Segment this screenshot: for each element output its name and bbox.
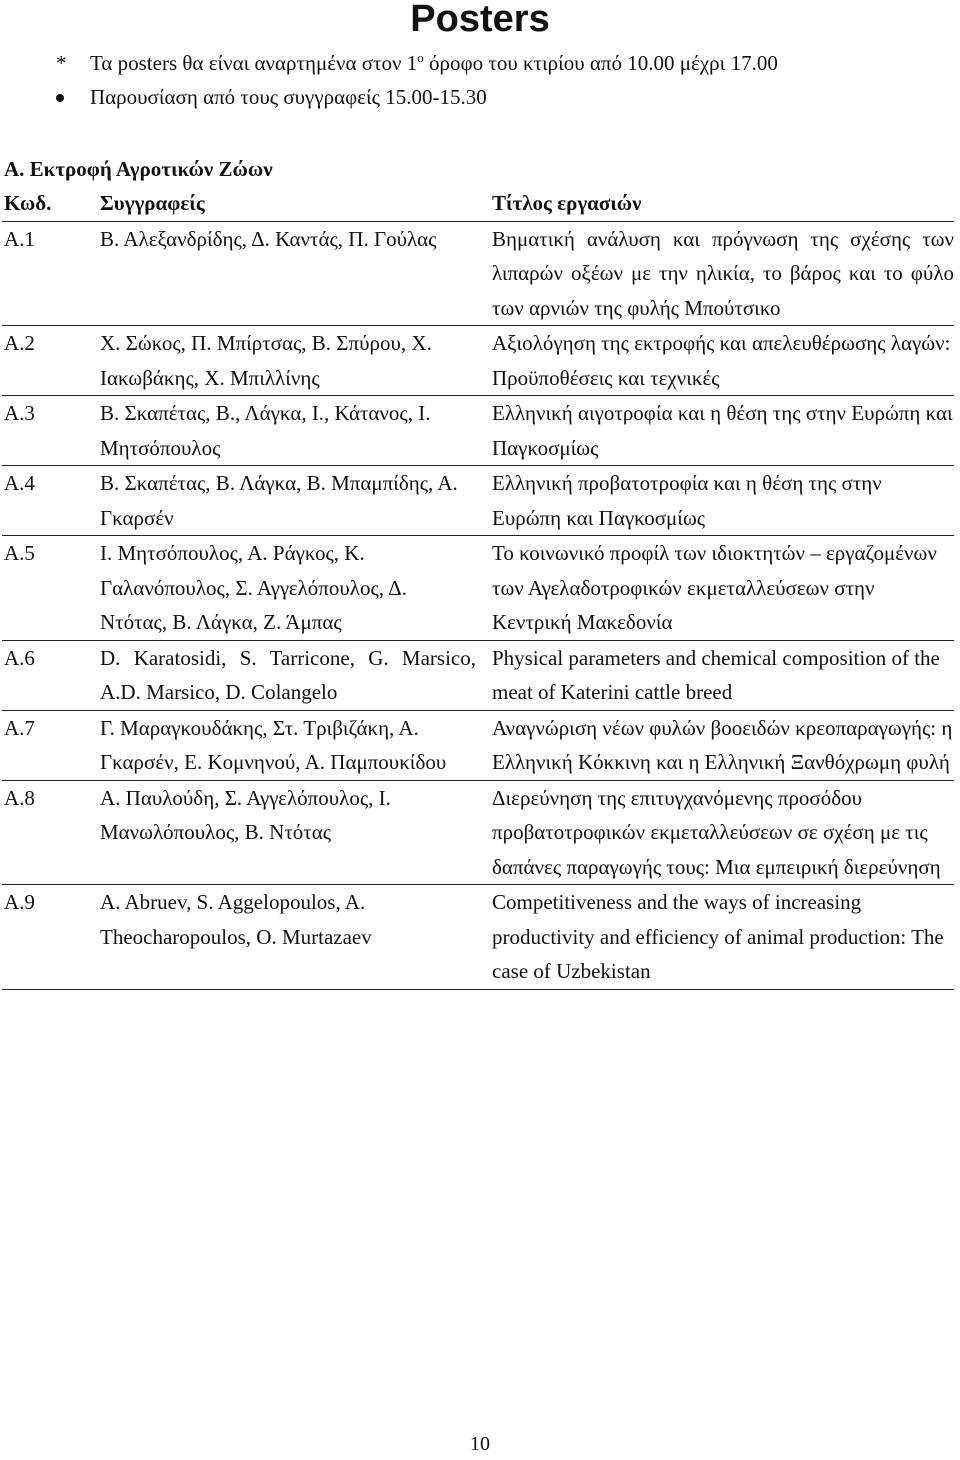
header-authors: Συγγραφείς <box>100 186 486 221</box>
cell-code: Α.6 <box>2 640 100 710</box>
cell-code: Α.7 <box>2 710 100 780</box>
cell-title: Αξιολόγηση της εκτροφής και απελευθέρωσης λαγών: Προϋποθέσεις και τεχνικές <box>486 326 954 396</box>
bullet-item <box>0 46 960 80</box>
table-row <box>2 326 954 396</box>
table-row <box>2 536 954 641</box>
cell-authors: A. Abruev, S. Aggelopoulos, A. Theocharopoulos, O. Murtazaev <box>100 885 486 990</box>
cell-authors: Χ. Σώκος, Π. Μπίρτσας, Β. Σπύρου, Χ. Ιακωβάκης, Χ. Μπιλλίνης <box>100 326 486 396</box>
info-bullets <box>0 46 960 114</box>
cell-title: Physical parameters and chemical composition of the meat of Katerini cattle breed <box>486 640 954 710</box>
cell-code: Α.4 <box>2 466 100 536</box>
superscript: ο <box>417 50 424 65</box>
cell-title: Ελληνική αιγοτροφία και η θέση της στην Ευρώπη και Παγκοσμίως <box>486 396 954 466</box>
table-row <box>2 640 954 710</box>
table-row <box>2 885 954 990</box>
cell-code: Α.1 <box>2 221 100 326</box>
cell-code: Α.8 <box>2 780 100 885</box>
table-row <box>2 780 954 885</box>
cell-code: Α.5 <box>2 536 100 641</box>
page-number: 10 <box>470 1433 490 1455</box>
section-title: Α. Εκτροφή Αγροτικών Ζώων <box>4 157 273 181</box>
cell-title: Το κοινωνικό προφίλ των ιδιοκτητών – εργαζομένων των Αγελαδοτροφικών εκμεταλλεύσεων στην Κεντρική Μακεδονία <box>486 536 954 641</box>
header-code: Κωδ. <box>2 186 100 221</box>
cell-authors: Α. Παυλούδη, Σ. Αγγελόπουλος, Ι. Μανωλόπουλος, Β. Ντότας <box>100 780 486 885</box>
table-row <box>2 221 954 326</box>
cell-authors: Ι. Μητσόπουλος, Α. Ράγκος, Κ. Γαλανόπουλος, Σ. Αγγελόπουλος, Δ. Ντότας, Β. Λάγκα, Ζ. Άμπας <box>100 536 486 641</box>
table-row <box>2 466 954 536</box>
page-title: Posters <box>410 0 550 40</box>
asterisk-mark: * <box>56 51 67 75</box>
cell-title: Βηματική ανάλυση και πρόγνωση της σχέσης των λιπαρών οξέων με την ηλικία, το βάρος και το φύλο των αρνιών της φυλής Μπούτσικο <box>486 221 954 326</box>
bullet-text: Τα posters θα είναι αναρτημένα στον 1 <box>90 51 418 75</box>
bullet-dot-icon <box>56 80 64 114</box>
cell-authors: Β. Σκαπέτας, Β. Λάγκα, Β. Μπαμπίδης, Α. Γκαρσέν <box>100 466 486 536</box>
header-title: Τίτλος εργασιών <box>486 186 954 221</box>
cell-title: Ελληνική προβατοτροφία και η θέση της στην Ευρώπη και Παγκοσμίως <box>486 466 954 536</box>
cell-title: Αναγνώριση νέων φυλών βοοειδών κρεοπαραγωγής: η Ελληνική Κόκκινη και η Ελληνική Ξανθόχρωμη φυλή <box>486 710 954 780</box>
cell-title: Competitiveness and the ways of increasing productivity and efficiency of animal production: The case of Uzbekistan <box>486 885 954 990</box>
cell-authors: D. Karatosidi, S. Tarricone, G. Marsico, A.D. Marsico, D. Colangelo <box>100 640 486 710</box>
cell-code: Α.9 <box>2 885 100 990</box>
cell-authors: Β. Σκαπέτας, Β., Λάγκα, Ι., Κάτανος, Ι. Μητσόπουλος <box>100 396 486 466</box>
cell-code: Α.3 <box>2 396 100 466</box>
posters-table <box>2 186 954 990</box>
cell-authors: Γ. Μαραγκουδάκης, Στ. Τριβιζάκη, Α. Γκαρσέν, Ε. Κομνηνού, Α. Παμπουκίδου <box>100 710 486 780</box>
table-header-row <box>2 186 954 221</box>
bullet-text: Παρουσίαση από τους συγγραφείς 15.00-15.30 <box>90 85 487 109</box>
cell-authors: Β. Αλεξανδρίδης, Δ. Καντάς, Π. Γούλας <box>100 221 486 326</box>
bullet-item <box>0 80 960 114</box>
cell-code: Α.2 <box>2 326 100 396</box>
table-row <box>2 710 954 780</box>
table-row <box>2 396 954 466</box>
bullet-text-tail: όροφο του κτιρίου από 10.00 μέχρι 17.00 <box>423 51 778 75</box>
cell-title: Διερεύνηση της επιτυγχανόμενης προσόδου προβατοτροφικών εκμεταλλεύσεων σε σχέση με τις δαπάνες παραγωγής τους: Μια εμπειρική διερεύνηση <box>486 780 954 885</box>
